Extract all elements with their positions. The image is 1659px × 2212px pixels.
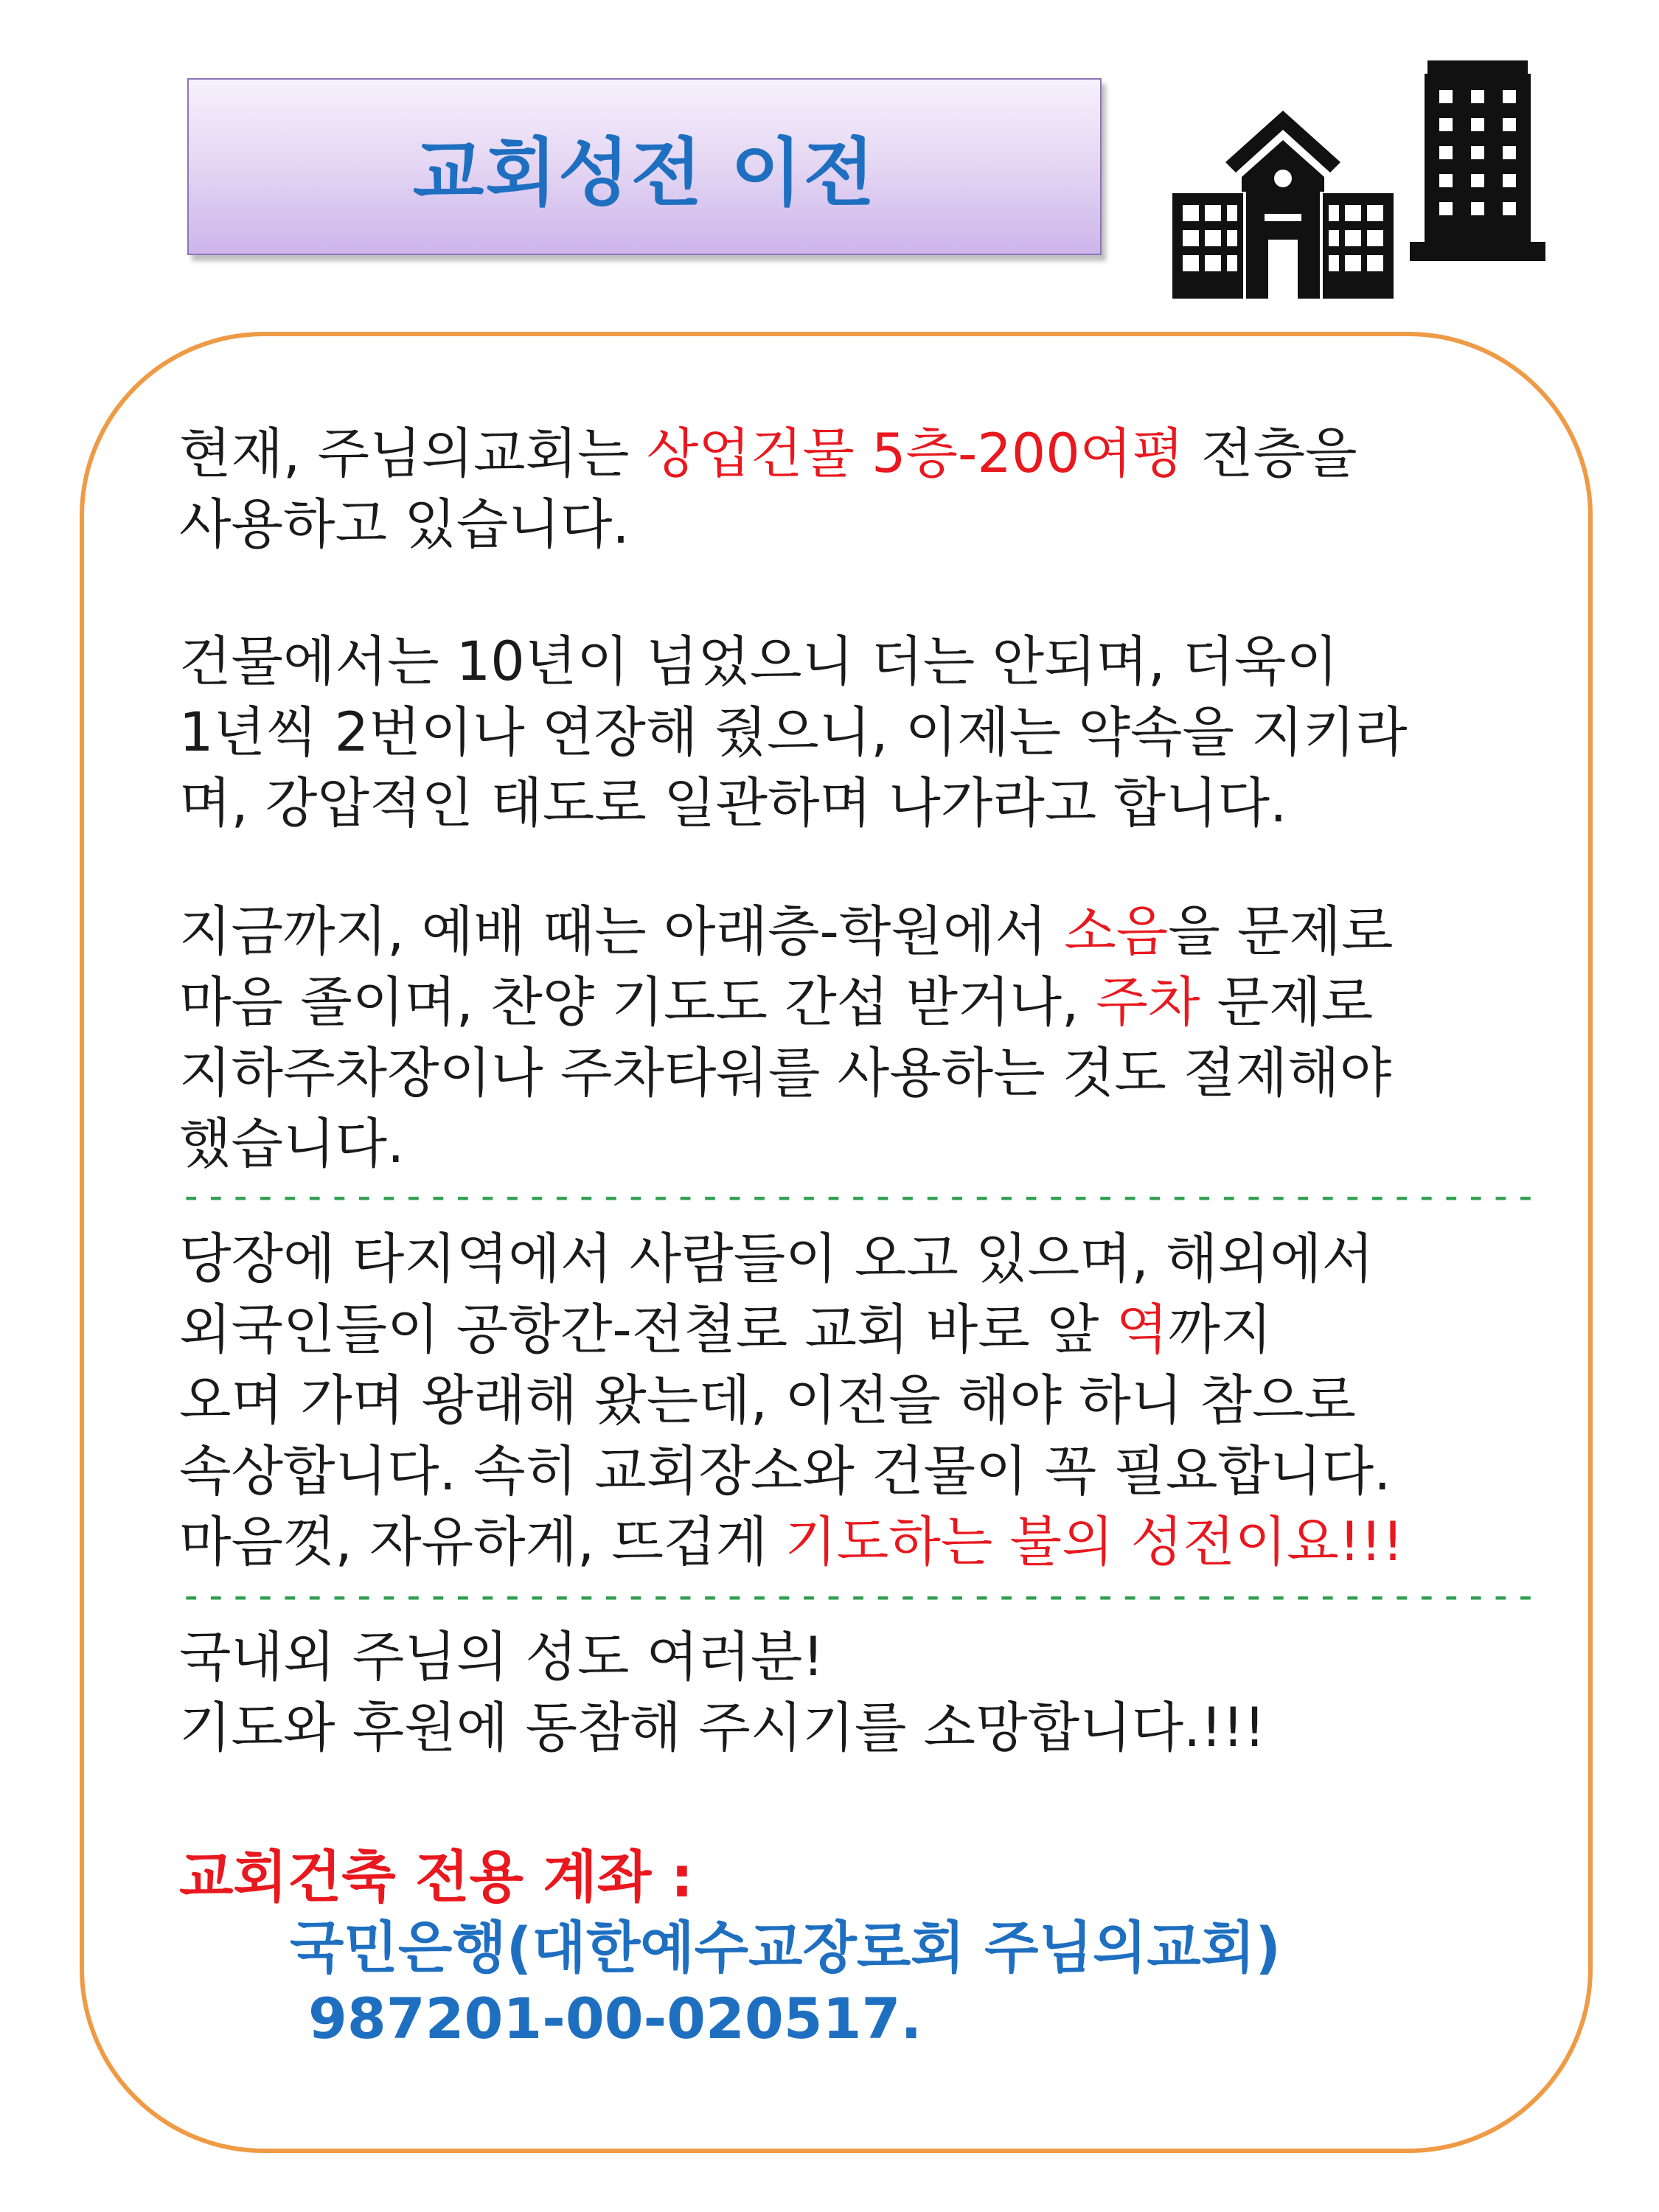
text-line — [179, 419, 1357, 490]
highlight-station: 역 — [1116, 1298, 1169, 1361]
highlight-building-size: 상업건물 5층-200여평 — [646, 422, 1184, 485]
account-label: 교회건축 전용 계좌 : — [179, 1844, 694, 1910]
text-span: 까지 — [1168, 1298, 1273, 1361]
account-number: 987201-00-020517. — [308, 1986, 922, 2051]
text-span: 전층을 — [1183, 422, 1357, 485]
text-line: 건물에서는 10년이 넘었으니 더는 안되며, 더욱이 — [179, 630, 1338, 693]
text-line: 오며 가며 왕래해 왔는데, 이전을 해야 하니 참으로 — [179, 1369, 1356, 1432]
text-line: 1년씩 2번이나 연장해 줬으니, 이제는 약속을 지키라 — [179, 701, 1408, 764]
separator-line-1: ------------------------------------------------------- — [179, 1172, 1539, 1219]
text-line — [179, 1295, 1404, 1366]
text-line: 했습니다. — [179, 1113, 405, 1175]
text-span: 현재, 주님의교회는 — [179, 422, 647, 485]
paragraph-need — [179, 1224, 1404, 1578]
text-line: 사용하고 있습니다. — [179, 493, 630, 556]
page-title: 교회성전 이전 — [412, 130, 877, 216]
text-span: 마음껏, 자유하게, 뜨겁게 — [179, 1511, 785, 1573]
text-line: 지하주차장이나 주차타워를 사용하는 것도 절제해야 — [179, 1042, 1392, 1105]
title-box — [187, 78, 1102, 255]
text-line: 당장에 타지역에서 사람들이 오고 있으며, 해외에서 — [179, 1228, 1374, 1290]
highlight-prayer-temple: 기도하는 불의 성전이요!!! — [785, 1511, 1404, 1573]
text-span: 외국인들이 공항간-전철로 교회 바로 앞 — [179, 1298, 1116, 1361]
text-line — [179, 1507, 1404, 1578]
text-span: 마음 졸이며, 찬양 기도도 간섭 받거나, — [179, 971, 1096, 1034]
text-span: 지금까지, 예배 때는 아래층-학원에서 — [179, 900, 1065, 963]
text-line — [179, 967, 1393, 1038]
highlight-noise: 소음 — [1064, 900, 1169, 963]
text-line — [179, 897, 1393, 967]
text-line: 국내외 주님의 성도 여러분! — [179, 1626, 824, 1688]
school-building-icon — [1172, 111, 1394, 299]
text-span: 을 문제로 — [1168, 900, 1394, 963]
office-tower-icon — [1410, 60, 1545, 261]
text-line: 속상합니다. 속히 교회장소와 건물이 꼭 필요합니다. — [179, 1440, 1391, 1503]
paragraph-eviction — [179, 627, 1408, 839]
text-line: 며, 강압적인 태도로 일관하며 나가라고 합니다. — [179, 772, 1287, 835]
text-span: 문제로 — [1200, 971, 1374, 1034]
text-line: 기도와 후원에 동참해 주시기를 소망합니다.!!! — [179, 1697, 1266, 1759]
paragraph-current-status — [179, 419, 1357, 560]
paragraph-problems — [179, 897, 1393, 1180]
highlight-parking: 주차 — [1096, 971, 1200, 1034]
account-bank: 국민은행(대한예수교장로회 주님의교회) — [290, 1915, 1281, 1980]
paragraph-appeal — [179, 1622, 1265, 1764]
separator-line-2: ------------------------------------------------------- — [179, 1572, 1539, 1618]
